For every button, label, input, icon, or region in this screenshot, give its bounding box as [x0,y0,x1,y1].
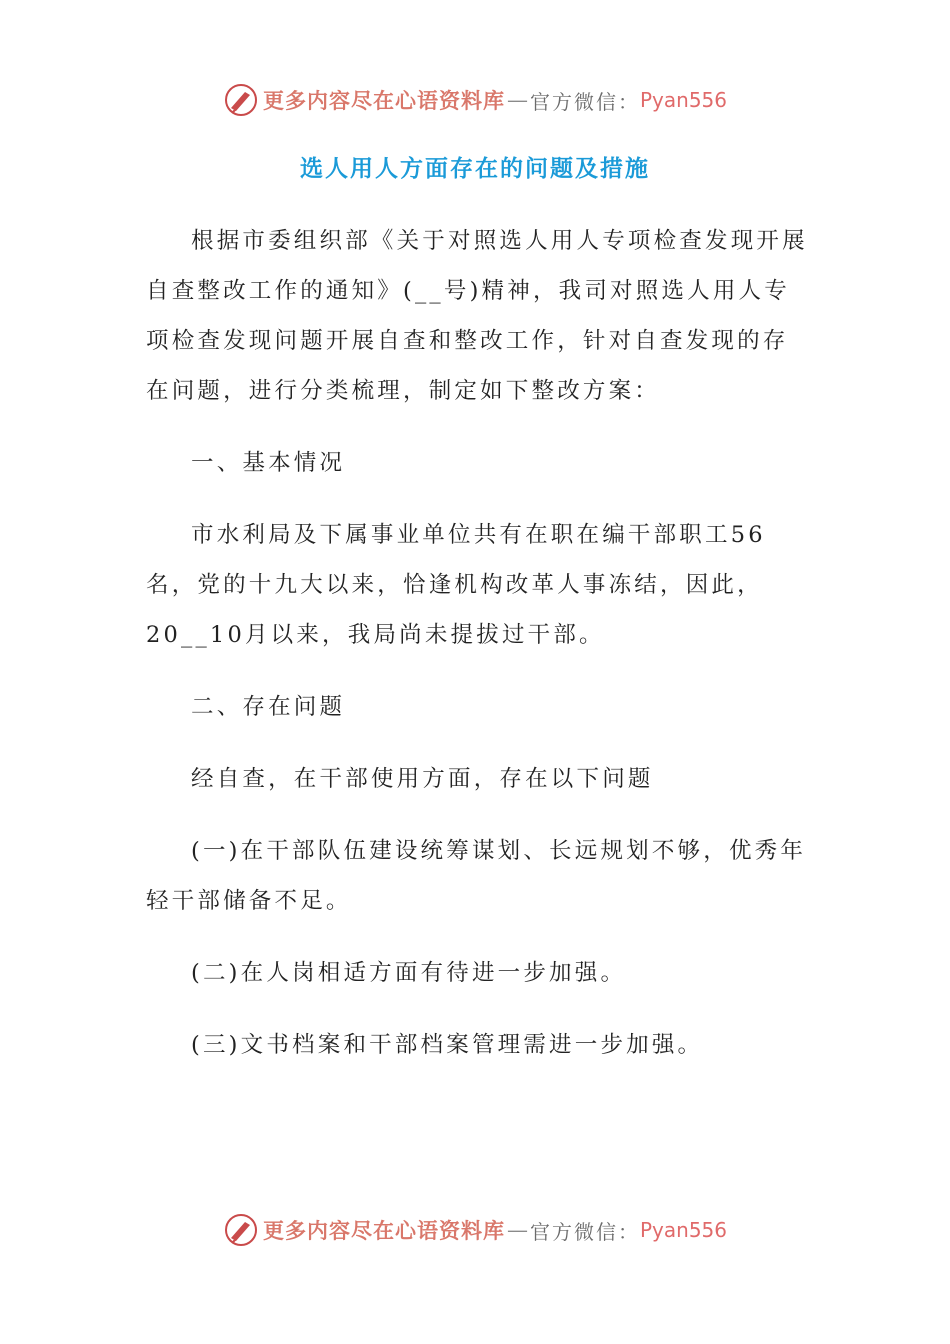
list-item-problem-3: (三)文书档案和干部档案管理需进一步加强。 [191,1032,704,1058]
header-banner [0,80,950,120]
document-title: 选人用人方面存在的问题及措施 [300,156,650,182]
pen-nib-logo-icon [223,1212,259,1248]
section-heading-basic: 一、基本情况 [191,450,346,476]
paragraph-basic-info: 市水利局及下属事业单位共有在职在编干部职工56名，党的十九大以来，恰逢机构改革人事冻结，因此，20__10月以来，我局尚未提拔过干部。 [146,522,766,648]
list-item-problem-2: (二)在人岗相适方面有待进一步加强。 [191,960,627,986]
banner-wechat-label: 官方微信： [529,1219,640,1244]
list-item-problem-1: (一)在干部队伍建设统筹谋划、长远规划不够，优秀年轻干部储备不足。 [146,838,807,914]
pen-nib-logo-icon [223,82,259,118]
paragraph-problems-intro: 经自查，在干部使用方面，存在以下问题 [191,766,654,792]
banner-wechat-id: Pyan556 [639,1218,727,1242]
section-heading-problems: 二、存在问题 [191,694,346,720]
banner-dash: — [506,1218,528,1242]
paragraph-intro: 根据市委组织部《关于对照选人用人专项检查发现开展自查整改工作的通知》(__号)精神，我司对照选人用人专项检查发现问题开展自查和整改工作，针对自查发现的存在问题，进行分类梳理，制定如下整改方案： [146,228,808,404]
banner-text: 更多内容尽在心语资料库 [262,1218,505,1243]
banner-dash: — [506,88,528,112]
banner-wechat-id: Pyan556 [639,88,727,112]
document-body [146,216,812,1070]
banner-wechat-label: 官方微信： [529,89,640,114]
footer-banner [0,1210,950,1250]
banner-text: 更多内容尽在心语资料库 [262,88,505,113]
